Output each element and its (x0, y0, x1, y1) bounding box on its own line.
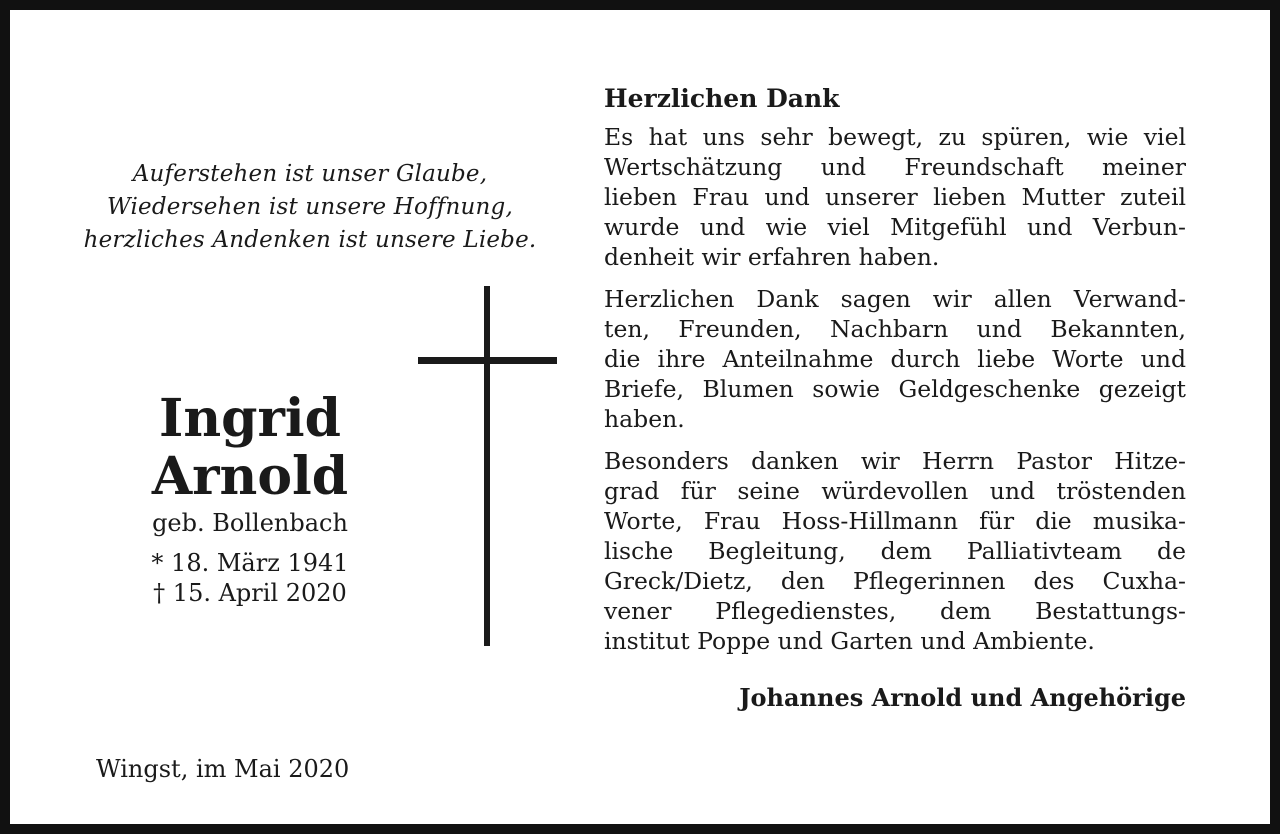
thanks-paragraph (604, 446, 1186, 656)
text-line: wurde und wie viel Mitgefühl und Verbun- (604, 213, 1186, 241)
text-line: institut Poppe und Garten und Ambiente. (604, 627, 1095, 655)
quote-line: herzliches Andenken ist unsere Liebe. (83, 227, 537, 253)
text-line: ten, Freunden, Nachbarn und Bekannten, (604, 315, 1186, 343)
place-date: Wingst, im Mai 2020 (96, 755, 350, 783)
obituary-card (10, 10, 1270, 824)
text-line: Worte, Frau Hoss-Hillmann für die musika- (604, 507, 1186, 535)
quote (50, 158, 570, 257)
last-name: Arnold (151, 446, 349, 507)
text-line: lische Begleitung, dem Palliativteam de (604, 537, 1186, 565)
thanks-paragraph (604, 122, 1186, 272)
quote-line: Auferstehen ist unser Glaube, (132, 161, 488, 187)
maiden-name: geb. Bollenbach (152, 509, 348, 537)
deceased-info (100, 390, 400, 608)
thanks-paragraph (604, 284, 1186, 434)
text-line: Greck/Dietz, den Pflegerinnen des Cuxha- (604, 567, 1186, 595)
text-line: denheit wir erfahren haben. (604, 243, 940, 271)
text-line: Briefe, Blumen sowie Geldgeschenke gezeigt (604, 375, 1186, 403)
signature: Johannes Arnold und Angehörige (739, 683, 1186, 712)
death-date: † 15. April 2020 (153, 579, 347, 607)
text-line: Besonders danken wir Herrn Pastor Hitze- (604, 447, 1186, 475)
thanks-heading: Herzlichen Dank (604, 84, 840, 113)
thanks-column (604, 82, 1186, 668)
birth-date: * 18. März 1941 (151, 549, 349, 577)
text-line: die ihre Anteilnahme durch liebe Worte und (604, 345, 1186, 373)
cross-icon (484, 286, 490, 646)
text-line: Wertschätzung und Freundschaft meiner (604, 153, 1186, 181)
text-line: grad für seine würdevollen und tröstenden (604, 477, 1186, 505)
text-line: haben. (604, 405, 685, 433)
text-line: Herzlichen Dank sagen wir allen Verwand- (604, 285, 1186, 313)
text-line: vener Pflegedienstes, dem Bestattungs- (604, 597, 1186, 625)
quote-line: Wiedersehen ist unsere Hoffnung, (107, 194, 513, 220)
cross-icon-crossbar (418, 357, 557, 364)
first-name: Ingrid (159, 388, 341, 449)
text-line: lieben Frau und unserer lieben Mutter zuteil (604, 183, 1186, 211)
text-line: Es hat uns sehr bewegt, zu spüren, wie viel (604, 123, 1186, 151)
